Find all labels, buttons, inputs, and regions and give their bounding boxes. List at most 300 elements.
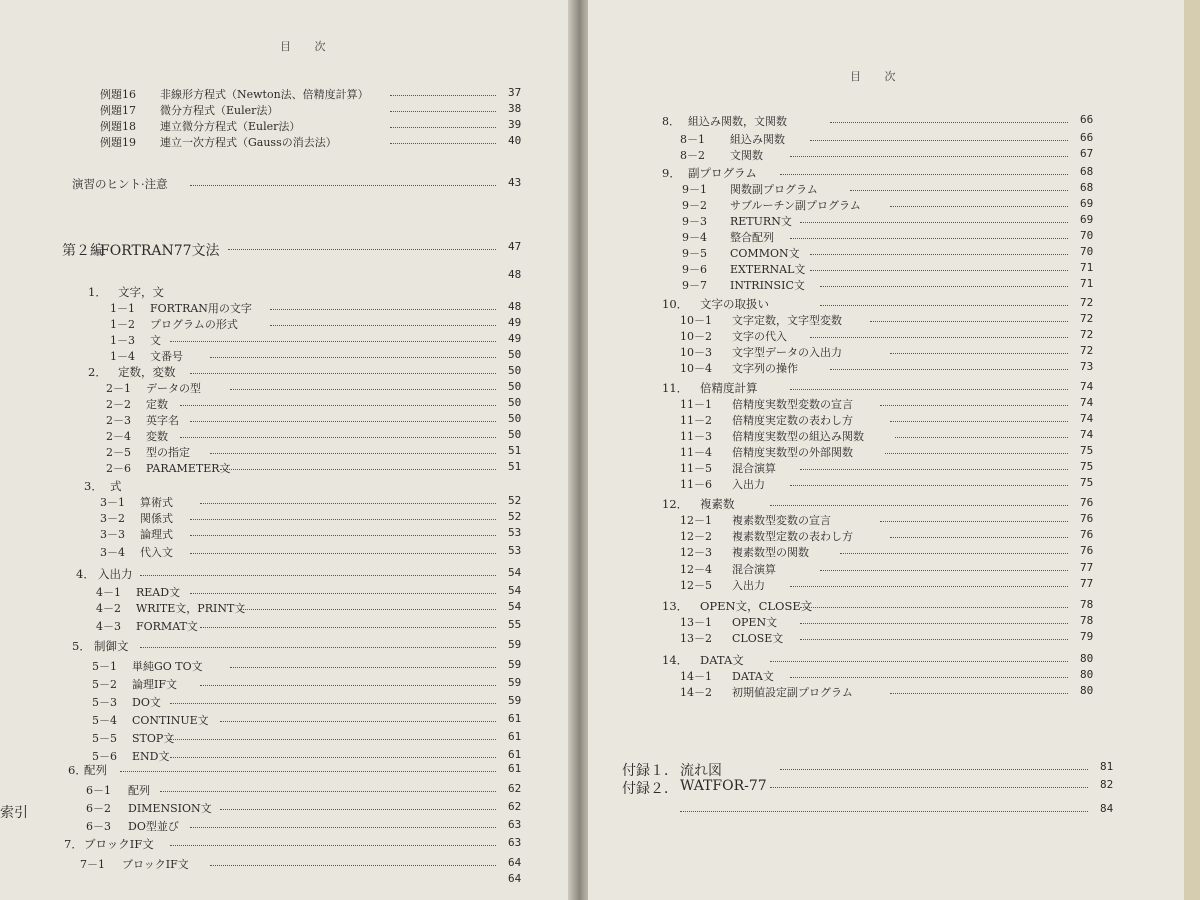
toc-entry-title: ブロックIF文: [84, 837, 154, 851]
toc-entry-title: 論理式: [140, 528, 173, 541]
toc-leader-dots: [895, 428, 1068, 438]
toc-entry-title: FORTRAN77文法: [100, 243, 220, 259]
toc-entry-number: 10－3: [680, 346, 712, 359]
toc-leader-dots: [190, 510, 496, 520]
toc-leader-dots: [810, 131, 1068, 141]
left-page: [0, 0, 574, 900]
toc-page-number: 73: [1080, 360, 1094, 373]
toc-page-number: 50: [508, 348, 522, 361]
toc-leader-dots: [200, 618, 496, 628]
toc-page-number: 51: [508, 444, 522, 457]
toc-leader-dots: [820, 561, 1068, 571]
toc-entry-number: 12－1: [680, 514, 712, 527]
book-cover-edge: [1184, 0, 1200, 900]
toc-entry-title: サブルーチン副プログラム: [730, 199, 861, 212]
toc-entry-title: 複素数型変数の宣言: [732, 514, 831, 527]
toc-entry-title: RETURN文: [730, 215, 792, 228]
toc-entry-title: COMMON文: [730, 247, 800, 260]
toc-entry-title: 文関数: [730, 149, 763, 162]
toc-page-number: 72: [1080, 344, 1094, 357]
toc-entry-title: CONTINUE文: [132, 714, 209, 727]
toc-entry-title: 混合演算: [732, 462, 776, 475]
toc-entry-number: 5－4: [92, 714, 117, 727]
toc-leader-dots: [800, 213, 1068, 223]
toc-leader-dots: [830, 360, 1068, 370]
toc-page-number: 59: [508, 676, 522, 689]
toc-leader-dots: [210, 856, 496, 866]
toc-entry-title: 文: [150, 334, 161, 347]
toc-entry-number: 10－4: [680, 362, 712, 375]
right-page-header: 目 次: [850, 70, 906, 83]
toc-entry-number: 5－6: [92, 750, 117, 763]
toc-entry-number: 14－2: [680, 686, 712, 699]
toc-leader-dots: [790, 668, 1068, 678]
toc-entry-number: 6－1: [86, 784, 111, 797]
toc-entry-number: 11－2: [680, 414, 712, 427]
toc-page-number: 43: [508, 176, 522, 189]
toc-leader-dots: [870, 312, 1068, 322]
toc-leader-dots: [885, 444, 1068, 454]
toc-entry-title: 型の指定: [146, 446, 190, 459]
toc-entry-number: 3－3: [100, 528, 125, 541]
toc-page-number: 68: [1080, 165, 1094, 178]
toc-leader-dots: [890, 412, 1068, 422]
toc-page-number: 50: [508, 412, 522, 425]
toc-entry-title: 混合演算: [732, 563, 776, 576]
toc-page-number: 59: [508, 658, 522, 671]
toc-entry-title: 組込み関数: [730, 133, 785, 146]
toc-page-number: 64: [508, 856, 522, 869]
toc-entry-number: 1－1: [110, 302, 135, 315]
toc-entry-number: 9－4: [682, 231, 707, 244]
toc-entry-number: 8－1: [680, 133, 705, 146]
toc-entry-title: 変数: [146, 430, 168, 443]
toc-leader-dots: [780, 760, 1088, 770]
toc-entry-title: STOP文: [132, 732, 175, 745]
toc-leader-dots: [220, 800, 496, 810]
toc-leader-dots: [790, 577, 1068, 587]
toc-page-number: 78: [1080, 598, 1094, 611]
toc-entry-title: 算術式: [140, 496, 173, 509]
toc-page-number: 61: [508, 748, 522, 761]
toc-entry-title: 連立一次方程式（Gaussの消去法）: [160, 136, 337, 149]
toc-leader-dots: [190, 544, 496, 554]
toc-entry-number: 付録２．: [622, 781, 678, 797]
toc-page-number: 63: [508, 836, 522, 849]
toc-page-number: 76: [1080, 528, 1094, 541]
toc-page-number: 47: [508, 240, 522, 253]
toc-leader-dots: [170, 836, 496, 846]
toc-page-number: 63: [508, 818, 522, 831]
toc-entry-number: 1－2: [110, 318, 135, 331]
toc-entry-title: 複素数: [700, 497, 735, 511]
toc-entry-number: 例題16: [100, 88, 136, 101]
toc-page-number: 61: [508, 712, 522, 725]
toc-leader-dots: [840, 544, 1068, 554]
toc-page-number: 54: [508, 600, 522, 613]
toc-page-number: 49: [508, 316, 522, 329]
toc-leader-dots: [190, 818, 496, 828]
toc-leader-dots: [220, 712, 496, 722]
toc-leader-dots: [880, 396, 1068, 406]
toc-page-number: 64: [508, 872, 522, 885]
toc-page-number: 72: [1080, 296, 1094, 309]
toc-entry-number: 5－1: [92, 660, 117, 673]
toc-entry-title: 倍精度実数型の外部関数: [732, 446, 853, 459]
toc-entry-title: 倍精度実数型変数の宣言: [732, 398, 853, 411]
toc-entry-title: 倍精度実数型の組込み関数: [732, 430, 864, 443]
toc-entry-title: 連立微分方程式（Euler法）: [160, 120, 301, 133]
toc-entry-number: 12－5: [680, 579, 712, 592]
toc-entry-number: 6－2: [86, 802, 111, 815]
toc-page-number: 79: [1080, 630, 1094, 643]
toc-entry-title: 入出力: [732, 478, 765, 491]
toc-entry-number: 7－1: [80, 858, 105, 871]
toc-leader-dots: [890, 684, 1068, 694]
toc-entry-number: 8．: [662, 115, 680, 128]
toc-leader-dots: [270, 316, 496, 326]
toc-entry-number: 2－1: [106, 382, 131, 395]
toc-page-number: 48: [508, 268, 522, 281]
toc-page-number: 71: [1080, 277, 1094, 290]
toc-entry-title: 配列: [84, 763, 107, 777]
toc-entry-number: 13－1: [680, 616, 712, 629]
toc-leader-dots: [140, 638, 496, 648]
toc-entry-title: OPEN文，CLOSE文: [700, 599, 813, 613]
toc-page-number: 59: [508, 694, 522, 707]
toc-leader-dots: [890, 344, 1068, 354]
toc-page-number: 53: [508, 544, 522, 557]
toc-page-number: 84: [1100, 802, 1114, 815]
toc-entry-number: 11－4: [680, 446, 712, 459]
toc-leader-dots: [230, 380, 496, 390]
toc-entry-number: 3．: [84, 479, 103, 493]
toc-entry-number: 9－7: [682, 279, 707, 292]
toc-entry-title: 文字定数，文字型変数: [732, 314, 842, 327]
toc-entry-title: 文番号: [150, 350, 183, 363]
toc-page-number: 54: [508, 584, 522, 597]
toc-leader-dots: [170, 332, 496, 342]
toc-entry-title: 入出力: [98, 567, 133, 581]
toc-entry-title: 単純GO TO文: [132, 660, 203, 673]
toc-leader-dots: [800, 614, 1068, 624]
toc-leader-dots: [200, 676, 496, 686]
toc-entry-number: 11．: [662, 381, 689, 395]
toc-leader-dots: [680, 802, 1088, 812]
toc-entry-number: 付録１．: [622, 763, 678, 779]
toc-entry-number: 例題17: [100, 104, 136, 117]
toc-entry-title: 文字の取扱い: [700, 297, 769, 311]
toc-entry-title: データの型: [146, 382, 201, 395]
toc-entry-number: 13－2: [680, 632, 712, 645]
toc-entry-title: 組込み関数，文関数: [688, 115, 787, 128]
toc-page-number: 66: [1080, 113, 1094, 126]
toc-leader-dots: [770, 652, 1068, 662]
toc-page-number: 52: [508, 494, 522, 507]
toc-entry-number: 4－3: [96, 620, 121, 633]
toc-entry-number: 2－5: [106, 446, 131, 459]
toc-entry-title: DIMENSION文: [128, 802, 212, 815]
toc-page-number: 70: [1080, 245, 1094, 258]
toc-page-number: 50: [508, 380, 522, 393]
toc-entry-number: 2－6: [106, 462, 131, 475]
toc-page-number: 61: [508, 762, 522, 775]
toc-entry-number: 例題18: [100, 120, 136, 133]
toc-entry-title: DO型並び: [128, 820, 179, 833]
toc-leader-dots: [190, 176, 496, 186]
toc-page-number: 61: [508, 730, 522, 743]
toc-entry-title: READ文: [136, 586, 181, 599]
toc-entry-number: 2－3: [106, 414, 131, 427]
toc-entry-title: 倍精度計算: [700, 381, 758, 395]
toc-entry-number: 2．: [88, 365, 107, 379]
toc-leader-dots: [170, 748, 496, 758]
toc-leader-dots: [810, 261, 1068, 271]
toc-page-number: 50: [508, 364, 522, 377]
toc-leader-dots: [240, 600, 496, 610]
toc-entry-title: 代入文: [140, 546, 173, 559]
toc-entry-title: CLOSE文: [732, 632, 784, 645]
toc-leader-dots: [390, 102, 496, 112]
toc-leader-dots: [800, 598, 1068, 608]
toc-page-number: 48: [508, 300, 522, 313]
toc-page-number: 72: [1080, 328, 1094, 341]
toc-page-number: 77: [1080, 561, 1094, 574]
toc-entry-title: FORMAT文: [136, 620, 198, 633]
toc-leader-dots: [120, 762, 496, 772]
toc-leader-dots: [190, 584, 496, 594]
toc-leader-dots: [170, 694, 496, 704]
toc-entry-title: 複素数型の関数: [732, 546, 809, 559]
toc-page-number: 74: [1080, 428, 1094, 441]
toc-page-number: 76: [1080, 512, 1094, 525]
toc-entry-title: 論理IF文: [132, 678, 177, 691]
toc-page-number: 68: [1080, 181, 1094, 194]
toc-entry-number: 11－6: [680, 478, 712, 491]
toc-page-number: 80: [1080, 668, 1094, 681]
toc-entry-number: 1－4: [110, 350, 135, 363]
toc-entry-title: OPEN文: [732, 616, 778, 629]
toc-entry-number: 4－1: [96, 586, 121, 599]
toc-page-number: 50: [508, 428, 522, 441]
toc-entry-number: 12－3: [680, 546, 712, 559]
toc-page-number: 75: [1080, 460, 1094, 473]
toc-entry-title: WRITE文，PRINT文: [136, 602, 246, 615]
toc-entry-number: 2－4: [106, 430, 131, 443]
toc-entry-title: DO文: [132, 696, 161, 709]
toc-entry-number: 9－2: [682, 199, 707, 212]
toc-entry-title: 文字，文: [118, 285, 164, 299]
toc-entry-title: 文字の代入: [732, 330, 787, 343]
toc-entry-number: 11－1: [680, 398, 712, 411]
toc-page-number: 74: [1080, 396, 1094, 409]
toc-leader-dots: [880, 512, 1068, 522]
toc-entry-title: 定数: [146, 398, 168, 411]
toc-entry-title: WATFOR-77: [680, 778, 767, 794]
toc-entry-title: END文: [132, 750, 170, 763]
toc-entry-title: 副プログラム: [688, 166, 757, 180]
toc-leader-dots: [228, 240, 496, 250]
toc-leader-dots: [830, 113, 1068, 123]
toc-page-number: 72: [1080, 312, 1094, 325]
toc-page-number: 82: [1100, 778, 1114, 791]
toc-page-number: 77: [1080, 577, 1094, 590]
toc-entry-title: 微分方程式（Euler法）: [160, 104, 279, 117]
toc-leader-dots: [200, 494, 496, 504]
toc-leader-dots: [780, 165, 1068, 175]
toc-entry-number: 4．: [76, 567, 95, 581]
toc-entry-number: 4－2: [96, 602, 121, 615]
toc-entry-title: 英字名: [146, 414, 179, 427]
toc-page-number: 76: [1080, 544, 1094, 557]
toc-leader-dots: [820, 296, 1068, 306]
toc-page-number: 66: [1080, 131, 1094, 144]
toc-entry-number: 3－2: [100, 512, 125, 525]
toc-page-number: 40: [508, 134, 522, 147]
toc-entry-number: 11－3: [680, 430, 712, 443]
toc-leader-dots: [810, 245, 1068, 255]
toc-leader-dots: [230, 658, 496, 668]
toc-leader-dots: [210, 348, 496, 358]
toc-entry-number: 第２編: [62, 243, 104, 259]
toc-page-number: 69: [1080, 197, 1094, 210]
toc-page-number: 76: [1080, 496, 1094, 509]
toc-entry-number: 5－2: [92, 678, 117, 691]
toc-leader-dots: [390, 86, 496, 96]
toc-page-number: 81: [1100, 760, 1114, 773]
toc-page-number: 74: [1080, 412, 1094, 425]
toc-entry-title: プログラムの形式: [150, 318, 238, 331]
toc-entry-title: 配列: [128, 784, 150, 797]
toc-leader-dots: [160, 782, 496, 792]
toc-entry-number: 8－2: [680, 149, 705, 162]
toc-entry-title: 制御文: [94, 639, 129, 653]
toc-entry-title: 整合配列: [730, 231, 774, 244]
toc-entry-number: 6．: [68, 763, 87, 777]
toc-entry-number: 6－3: [86, 820, 111, 833]
toc-entry-number: 9－5: [682, 247, 707, 260]
toc-entry-number: 12．: [662, 497, 689, 511]
toc-entry-number: 1－3: [110, 334, 135, 347]
toc-leader-dots: [790, 229, 1068, 239]
toc-leader-dots: [790, 476, 1068, 486]
toc-page-number: 62: [508, 782, 522, 795]
toc-entry-number: 10－1: [680, 314, 712, 327]
toc-leader-dots: [190, 364, 496, 374]
toc-entry-title: DATA文: [732, 670, 774, 683]
toc-page-number: 67: [1080, 147, 1094, 160]
toc-page-number: 78: [1080, 614, 1094, 627]
toc-leader-dots: [140, 566, 496, 576]
toc-leader-dots: [180, 396, 496, 406]
toc-entry-number: 10－2: [680, 330, 712, 343]
toc-leader-dots: [220, 460, 496, 470]
toc-entry-title: 文字列の操作: [732, 362, 798, 375]
toc-entry-number: 13．: [662, 599, 689, 613]
toc-entry-number: 12－4: [680, 563, 712, 576]
toc-entry-number: 9．: [662, 166, 681, 180]
toc-page-number: 53: [508, 526, 522, 539]
toc-entry-number: 14．: [662, 653, 689, 667]
toc-entry-number: 7．: [64, 837, 83, 851]
toc-entry-title: 関数副プログラム: [730, 183, 818, 196]
toc-entry-number: 11－5: [680, 462, 712, 475]
toc-page-number: 55: [508, 618, 522, 631]
toc-entry-title: EXTERNAL文: [730, 263, 806, 276]
toc-entry-number: 2－2: [106, 398, 131, 411]
toc-leader-dots: [270, 300, 496, 310]
toc-leader-dots: [790, 380, 1068, 390]
toc-leader-dots: [790, 147, 1068, 157]
toc-page-number: 54: [508, 566, 522, 579]
toc-leader-dots: [850, 181, 1068, 191]
toc-leader-dots: [180, 428, 496, 438]
toc-leader-dots: [770, 778, 1088, 788]
toc-entry-title: 入出力: [732, 579, 765, 592]
toc-entry-title: 索引: [0, 805, 28, 821]
toc-entry-number: 3－1: [100, 496, 125, 509]
toc-entry-title: 倍精度実定数の表わし方: [732, 414, 853, 427]
toc-entry-number: 例題19: [100, 136, 136, 149]
toc-entry-title: 初期値設定副プログラム: [732, 686, 853, 699]
toc-entry-number: 14－1: [680, 670, 712, 683]
toc-leader-dots: [210, 444, 496, 454]
toc-leader-dots: [810, 328, 1068, 338]
toc-entry-title: PARAMETER文: [146, 462, 231, 475]
toc-page-number: 80: [1080, 684, 1094, 697]
toc-entry-number: 10．: [662, 297, 689, 311]
toc-leader-dots: [800, 460, 1068, 470]
toc-page-number: 50: [508, 396, 522, 409]
toc-entry-number: 3－4: [100, 546, 125, 559]
toc-entry-title: ブロックIF文: [122, 858, 189, 871]
toc-page-number: 62: [508, 800, 522, 813]
toc-page-number: 39: [508, 118, 522, 131]
toc-entry-title: 文字型データの入出力: [732, 346, 842, 359]
toc-page-number: 59: [508, 638, 522, 651]
toc-entry-number: 5－3: [92, 696, 117, 709]
toc-leader-dots: [770, 496, 1068, 506]
toc-leader-dots: [390, 118, 496, 128]
toc-page-number: 71: [1080, 261, 1094, 274]
toc-leader-dots: [890, 528, 1068, 538]
toc-leader-dots: [170, 730, 496, 740]
toc-page-number: 74: [1080, 380, 1094, 393]
toc-entry-title: 複素数型定数の表わし方: [732, 530, 853, 543]
toc-page-number: 51: [508, 460, 522, 473]
toc-page-number: 69: [1080, 213, 1094, 226]
toc-page-number: 75: [1080, 476, 1094, 489]
toc-page-number: 75: [1080, 444, 1094, 457]
toc-leader-dots: [890, 197, 1068, 207]
toc-entry-number: 12－2: [680, 530, 712, 543]
left-page-header: 目 次: [280, 40, 336, 53]
toc-leader-dots: [190, 526, 496, 536]
toc-entry-title: FORTRAN用の文字: [150, 302, 252, 315]
toc-entry-number: 1．: [88, 285, 107, 299]
toc-entry-number: 9－3: [682, 215, 707, 228]
toc-entry-title: 定数，変数: [118, 365, 176, 379]
toc-entry-title: 流れ図: [680, 763, 722, 779]
toc-entry-title: DATA文: [700, 653, 744, 667]
toc-page-number: 49: [508, 332, 522, 345]
toc-page-number: 70: [1080, 229, 1094, 242]
toc-leader-dots: [800, 630, 1068, 640]
toc-entry-number: 5．: [72, 639, 91, 653]
toc-entry-title: 関係式: [140, 512, 173, 525]
toc-page-number: 38: [508, 102, 522, 115]
toc-entry-title: 非線形方程式（Newton法、倍精度計算）: [160, 88, 369, 101]
